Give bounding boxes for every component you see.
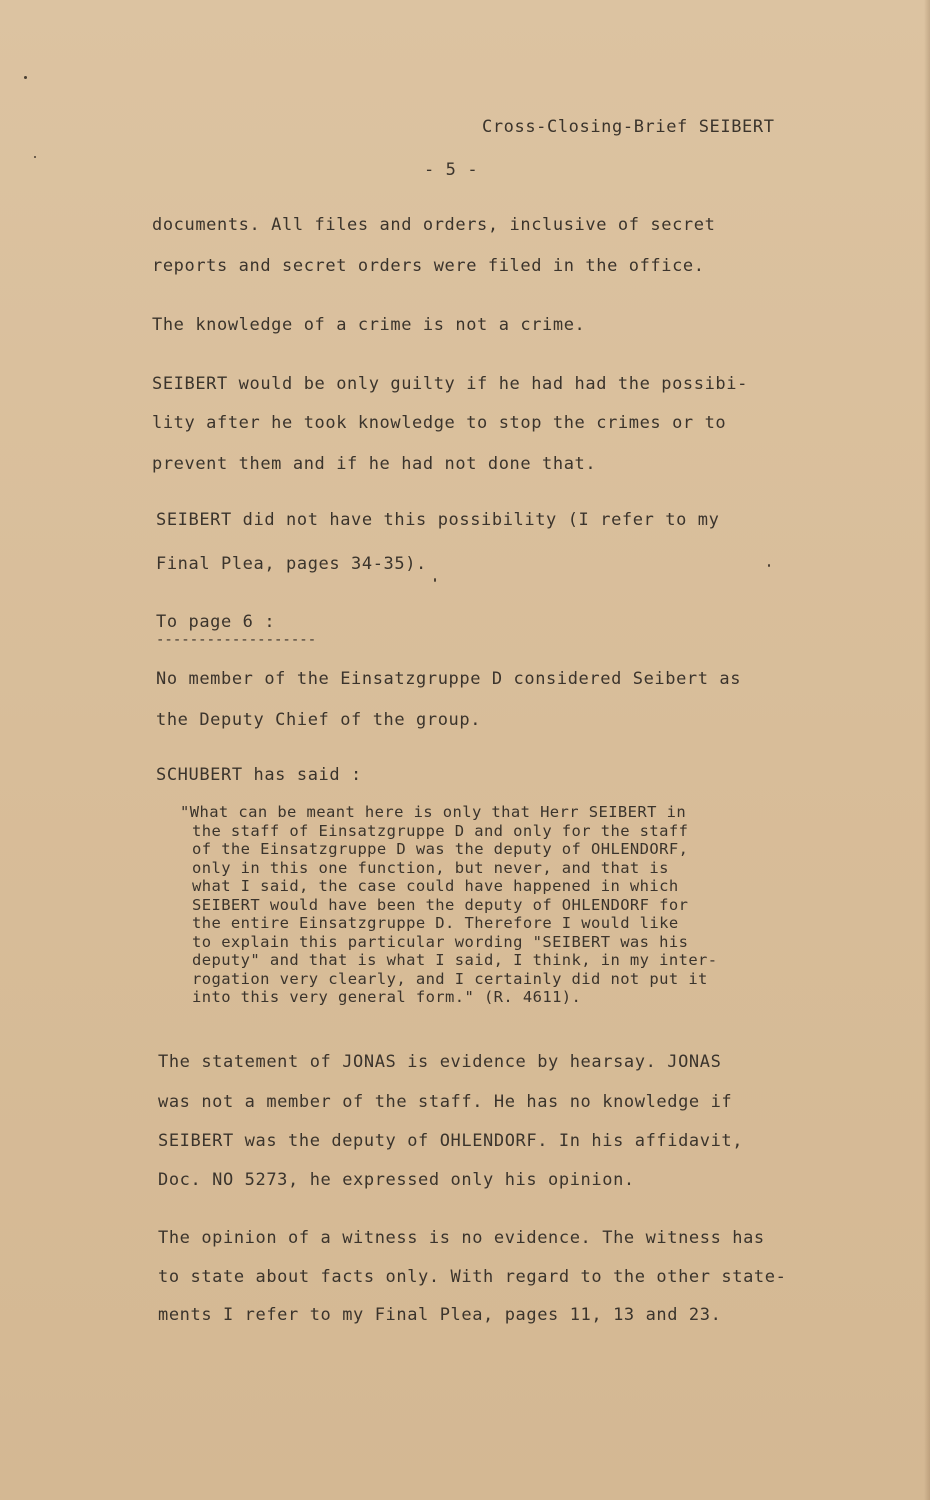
paragraph-7-line-2: was not a member of the staff. He has no knowledge if bbox=[158, 1092, 733, 1112]
quote-line: SEIBERT would have been the deputy of OHLENDORF for bbox=[192, 895, 689, 914]
quote-line: "What can be meant here is only that Herr SEIBERT in bbox=[180, 803, 687, 821]
paragraph-1-line-2: reports and secret orders were filed in the office. bbox=[152, 256, 705, 276]
paragraph-8-line-1: The opinion of a witness is no evidence. The witness has bbox=[158, 1228, 765, 1248]
page-number: - 5 - bbox=[424, 160, 479, 180]
paper-speck bbox=[768, 564, 770, 567]
paragraph-2-line-1: The knowledge of a crime is not a crime. bbox=[152, 315, 586, 335]
quote-line: only in this one function, but never, and that is bbox=[192, 858, 669, 877]
paragraph-6-line-1: SCHUBERT has said : bbox=[156, 765, 362, 785]
paragraph-7-line-4: Doc. NO 5273, he expressed only his opinion. bbox=[158, 1170, 635, 1190]
quote-line: what I said, the case could have happened in which bbox=[192, 877, 679, 895]
paragraph-3-line-3: prevent them and if he had not done that. bbox=[152, 454, 597, 474]
block-quote bbox=[180, 803, 718, 1007]
quote-line: into this very general form." (R. 4611). bbox=[192, 988, 582, 1006]
paragraph-8-line-2: to state about facts only. With regard to the other state- bbox=[158, 1267, 787, 1287]
section-heading-underline: ------------------- bbox=[156, 632, 317, 648]
section-heading: To page 6 : bbox=[156, 612, 276, 632]
paragraph-7-line-3: SEIBERT was the deputy of OHLENDORF. In his affidavit, bbox=[158, 1131, 744, 1151]
paper-speck bbox=[24, 76, 27, 79]
paragraph-1-line-1: documents. All files and orders, inclusive of secret bbox=[152, 215, 716, 235]
quote-line: to explain this particular wording "SEIBERT was his bbox=[192, 932, 689, 951]
paragraph-5-line-2: the Deputy Chief of the group. bbox=[156, 710, 482, 730]
paragraph-5-line-1: No member of the Einsatzgruppe D considered Seibert as bbox=[156, 669, 742, 689]
page-edge-shadow bbox=[924, 0, 930, 1500]
quote-line: of the Einsatzgruppe D was the deputy of OHLENDORF, bbox=[192, 840, 689, 858]
paragraph-7-line-1: The statement of JONAS is evidence by hearsay. JONAS bbox=[158, 1052, 722, 1072]
paragraph-8-line-3: ments I refer to my Final Plea, pages 11, 13 and 23. bbox=[158, 1305, 722, 1325]
paragraph-3-line-1: SEIBERT would be only guilty if he had had the possibi- bbox=[152, 374, 748, 394]
paper-speck bbox=[434, 578, 436, 582]
paragraph-4-line-1: SEIBERT did not have this possibility (I refer to my bbox=[156, 510, 720, 530]
paragraph-3-line-2: lity after he took knowledge to stop the crimes or to bbox=[152, 413, 727, 433]
quote-line: rogation very clearly, and I certainly did not put it bbox=[192, 969, 708, 988]
quote-line: the entire Einsatzgruppe D. Therefore I would like bbox=[192, 914, 679, 932]
paper-speck bbox=[34, 156, 36, 158]
running-title: Cross-Closing-Brief SEIBERT bbox=[482, 117, 775, 137]
quote-line: deputy" and that is what I said, I think, in my inter- bbox=[192, 951, 718, 969]
paragraph-4-line-2: Final Plea, pages 34-35). bbox=[156, 554, 427, 574]
quote-line: the staff of Einsatzgruppe D and only for the staff bbox=[192, 821, 689, 840]
